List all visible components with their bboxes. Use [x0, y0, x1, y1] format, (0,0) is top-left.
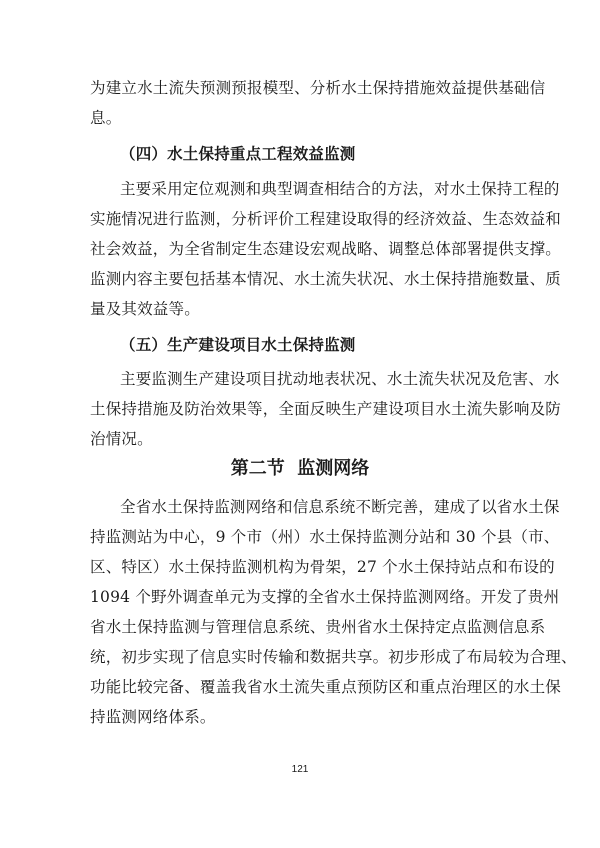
body-text-line: 统，初步实现了信息实时传输和数据共享。初步形成了布局较为合理、	[90, 648, 577, 666]
body-text-line: 全省水土保持监测网络和信息系统不断完善，建成了以省水土保	[120, 498, 560, 516]
body-text-line: 治情况。	[90, 430, 153, 448]
body-text-line: 持监测站为中心，9 个市（州）水土保持监测分站和 30 个县（市、	[90, 528, 560, 546]
body-text-line: 社会效益，为全省制定生态建设宏观战略、调整总体部署提供支撑。	[90, 240, 562, 258]
body-text-line: 主要采用定位观测和典型调查相结合的方法，对水土保持工程的	[120, 180, 560, 198]
body-text-line: 量及其效益等。	[90, 300, 200, 318]
body-text-line: 1094 个野外调查单元为支撑的全省水土保持监测网络。开发了贵州	[90, 588, 560, 606]
body-text-line: 息。	[90, 109, 122, 127]
subsection-heading: （四）水土保持重点工程效益监测	[120, 145, 356, 163]
body-text-line: 为建立水土流失预测预报模型、分析水土保持措施效益提供基础信	[90, 79, 546, 97]
section-title: 第二节 监测网络	[230, 458, 370, 479]
page-number: 121	[291, 764, 309, 775]
body-text-line: 省水土保持监测与管理信息系统、贵州省水土保持定点监测信息系	[90, 618, 546, 636]
body-text-line: 区、特区）水土保持监测机构为骨架，27 个水土保持站点和布设的	[90, 558, 555, 576]
subsection-heading: （五）生产建设项目水土保持监测	[120, 336, 356, 354]
body-text-line: 土保持措施及防治效果等，全面反映生产建设项目水土流失影响及防	[90, 400, 562, 418]
body-text-line: 实施情况进行监测，分析评价工程建设取得的经济效益、生态效益和	[90, 210, 562, 228]
body-text-line: 功能比较完备、覆盖我省水土流失重点预防区和重点治理区的水土保	[90, 678, 562, 696]
body-text-line: 监测内容主要包括基本情况、水土流失状况、水土保持措施数量、质	[90, 270, 562, 288]
body-text-line: 主要监测生产建设项目扰动地表状况、水土流失状况及危害、水	[120, 370, 560, 388]
body-text-line: 持监测网络体系。	[90, 708, 216, 726]
